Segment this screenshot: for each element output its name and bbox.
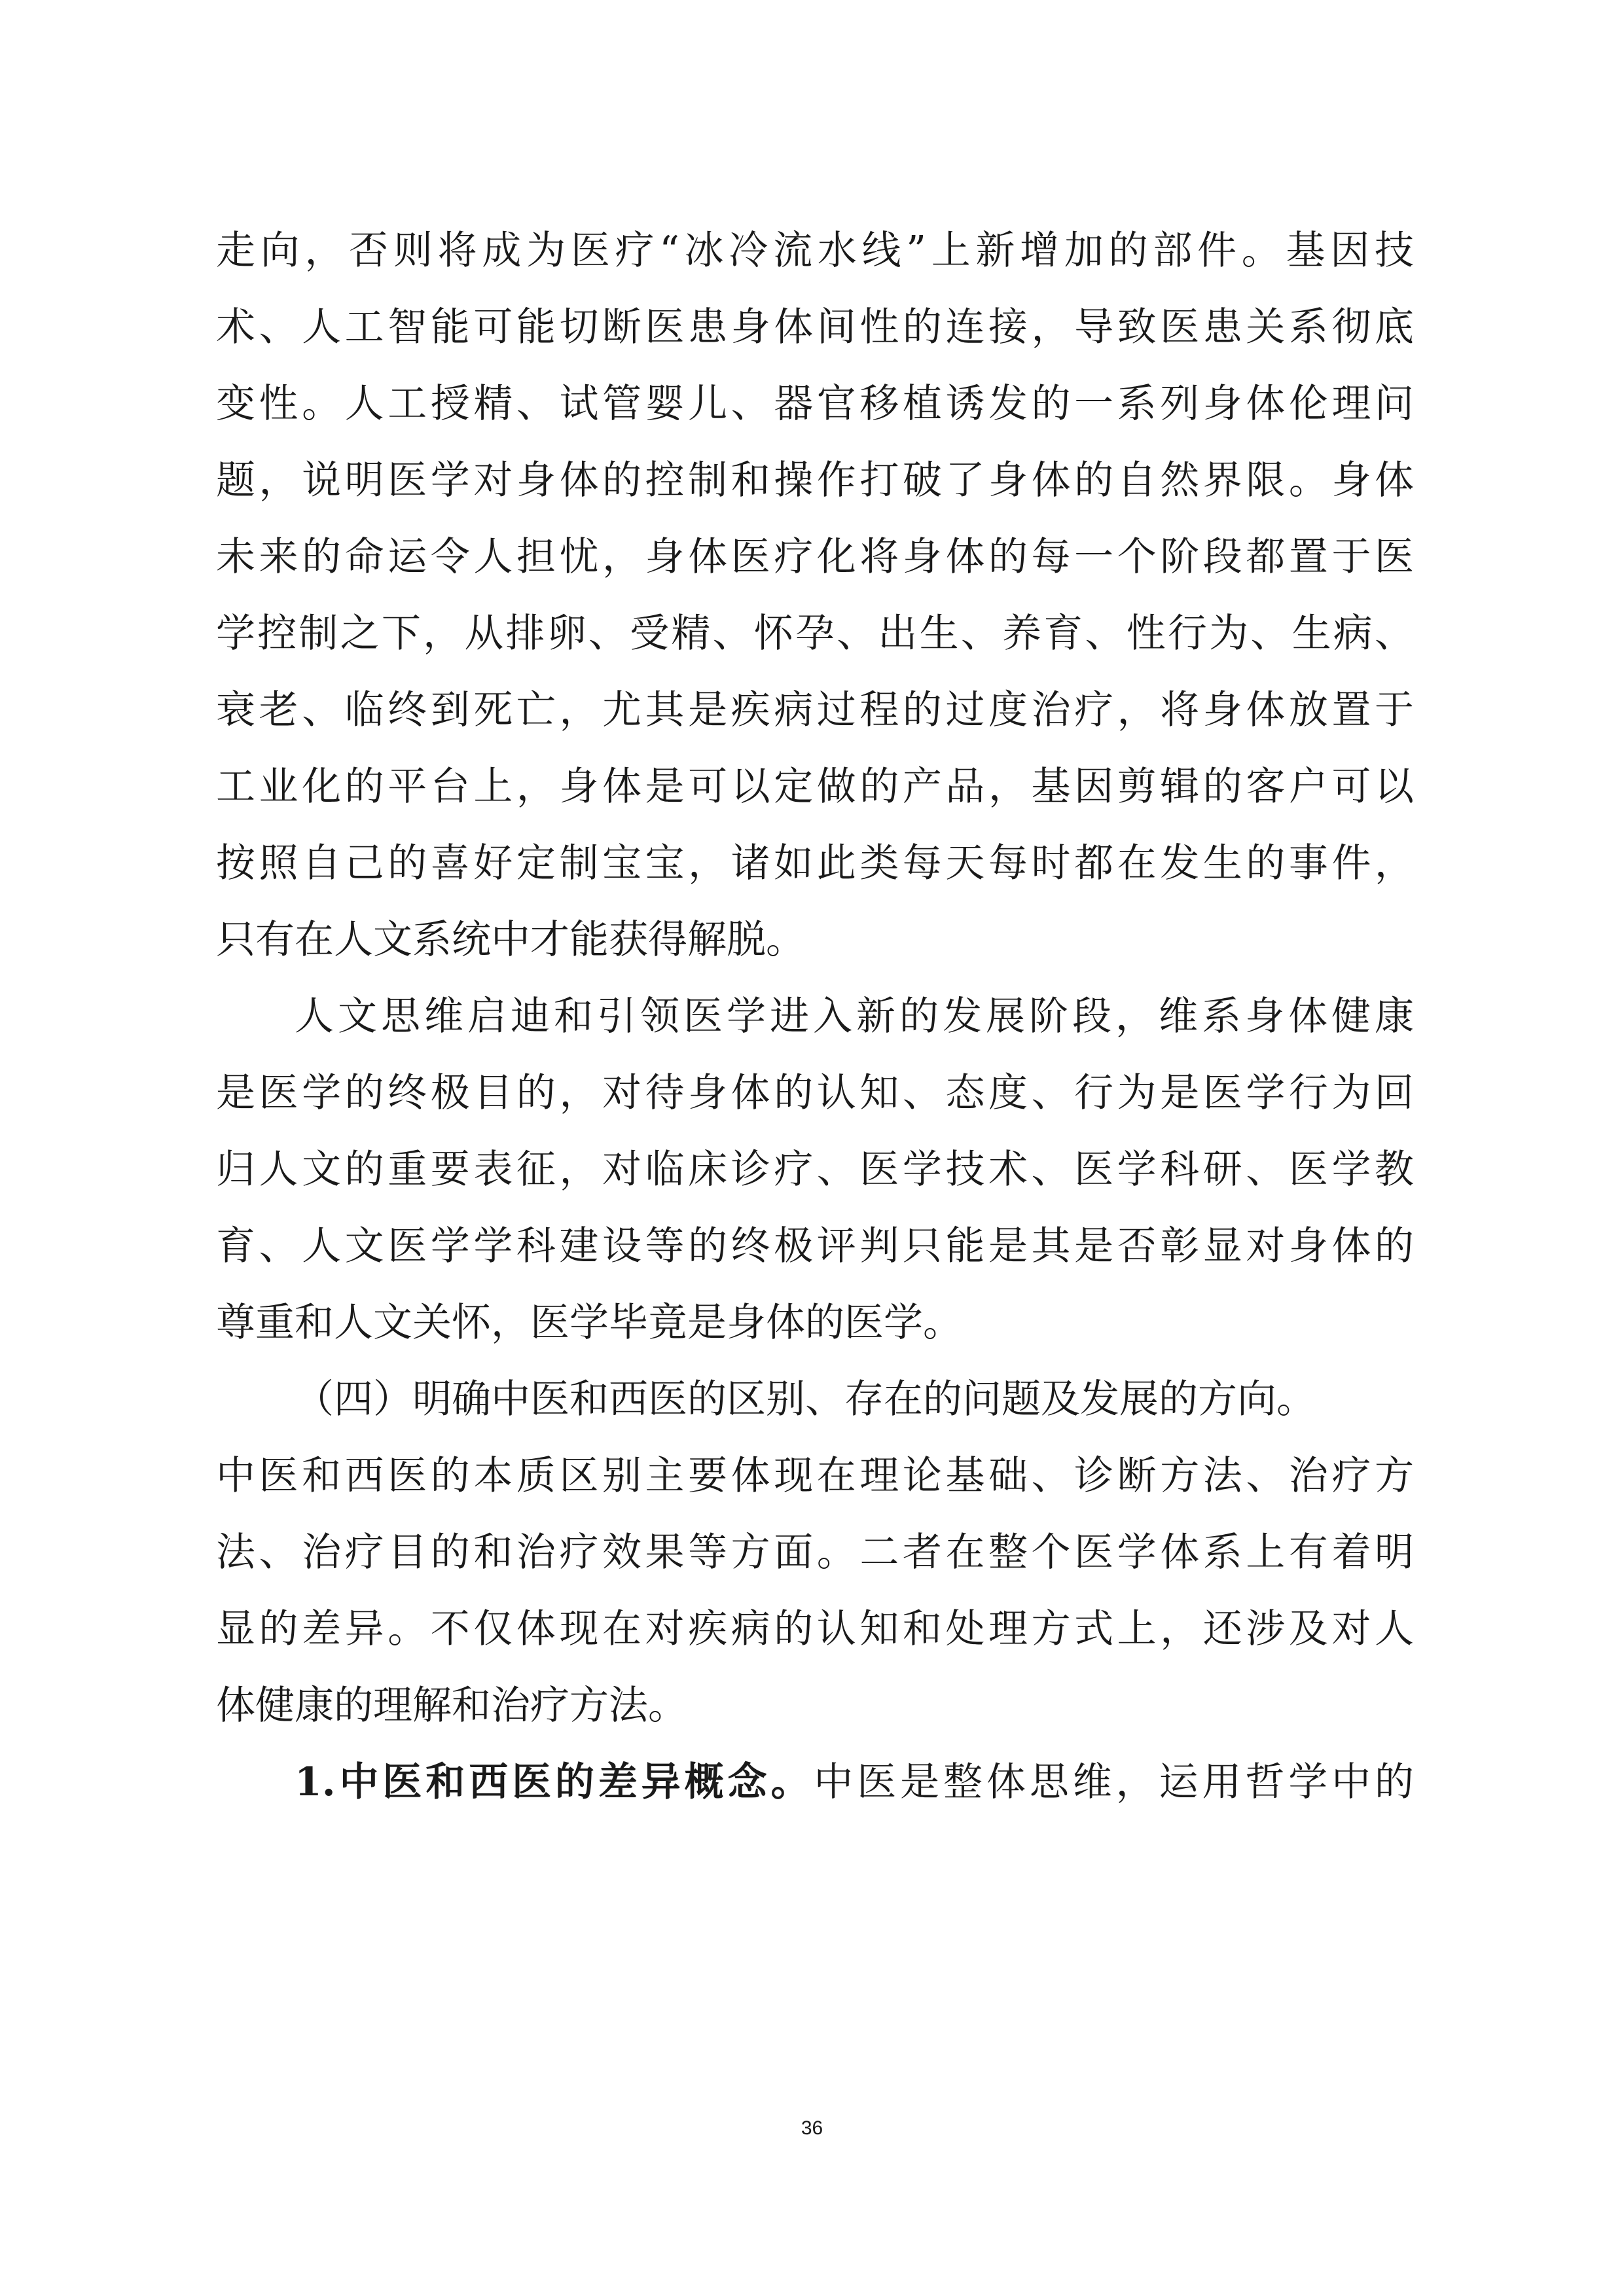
text-line: 法、治疗目的和治疗效果等方面。二者在整个医学体系上有着明 [216, 1530, 1414, 1575]
text-line: 中医和西医的本质区别主要体现在理论基础、诊断方法、治疗方 [216, 1453, 1414, 1499]
text-line: 术、人工智能可能切断医患身体间性的连接，导致医患关系彻底 [216, 304, 1414, 350]
text-line: 工业化的平台上，身体是可以定做的产品，基因剪辑的客户可以 [216, 764, 1414, 810]
text-line: 只有在人文系统中才能获得解脱。 [216, 917, 805, 963]
text-line: 尊重和人文关怀，医学毕竟是身体的医学。 [216, 1300, 962, 1346]
text-line: 按照自己的喜好定制宝宝，诸如此类每天每时都在发生的事件， [216, 840, 1414, 886]
text-line: 人文思维启迪和引领医学进入新的发展阶段，维系身体健康 [295, 994, 1414, 1039]
text-line: 变性。人工授精、试管婴儿、器官移植诱发的一系列身体伦理问 [216, 381, 1414, 427]
text-line: 是医学的终极目的，对待身体的认知、态度、行为是医学行为回 [216, 1070, 1414, 1116]
text-line [216, 1744, 1414, 1821]
page-number: 36 [801, 2117, 823, 2139]
text-run: 中医是整体思维，运用哲学中的 [814, 1759, 1415, 1805]
text-line: 走向，否则将成为医疗“冰冷流水线”上新增加的部件。基因技 [216, 228, 1414, 274]
bold-subheading: 1.中医和西医的差异概念。 [295, 1759, 814, 1805]
paragraph-1 [216, 213, 1414, 978]
text-line: 未来的命运令人担忧，身体医疗化将身体的每一个阶段都置于医 [216, 534, 1414, 580]
body-text [216, 213, 1414, 1821]
paragraph-3 [216, 1361, 1414, 1744]
text-line: 归人文的重要表征，对临床诊疗、医学技术、医学科研、医学教 [216, 1147, 1414, 1193]
section-heading: （四）明确中医和西医的区别、存在的问题及发展的方向。 [295, 1376, 1316, 1422]
paragraph-4 [216, 1744, 1414, 1821]
paragraph-2 [216, 978, 1414, 1361]
text-line: 学控制之下，从排卵、受精、怀孕、出生、养育、性行为、生病、 [216, 611, 1414, 656]
text-line: 显的差异。不仅体现在对疾病的认知和处理方式上，还涉及对人 [216, 1606, 1414, 1652]
text-line: 衰老、临终到死亡，尤其是疾病过程的过度治疗，将身体放置于 [216, 687, 1414, 733]
text-line: 题，说明医学对身体的控制和操作打破了身体的自然界限。身体 [216, 457, 1414, 503]
text-line: 育、人文医学学科建设等的终极评判只能是其是否彰显对身体的 [216, 1223, 1414, 1269]
text-line: 体健康的理解和治疗方法。 [216, 1683, 687, 1729]
